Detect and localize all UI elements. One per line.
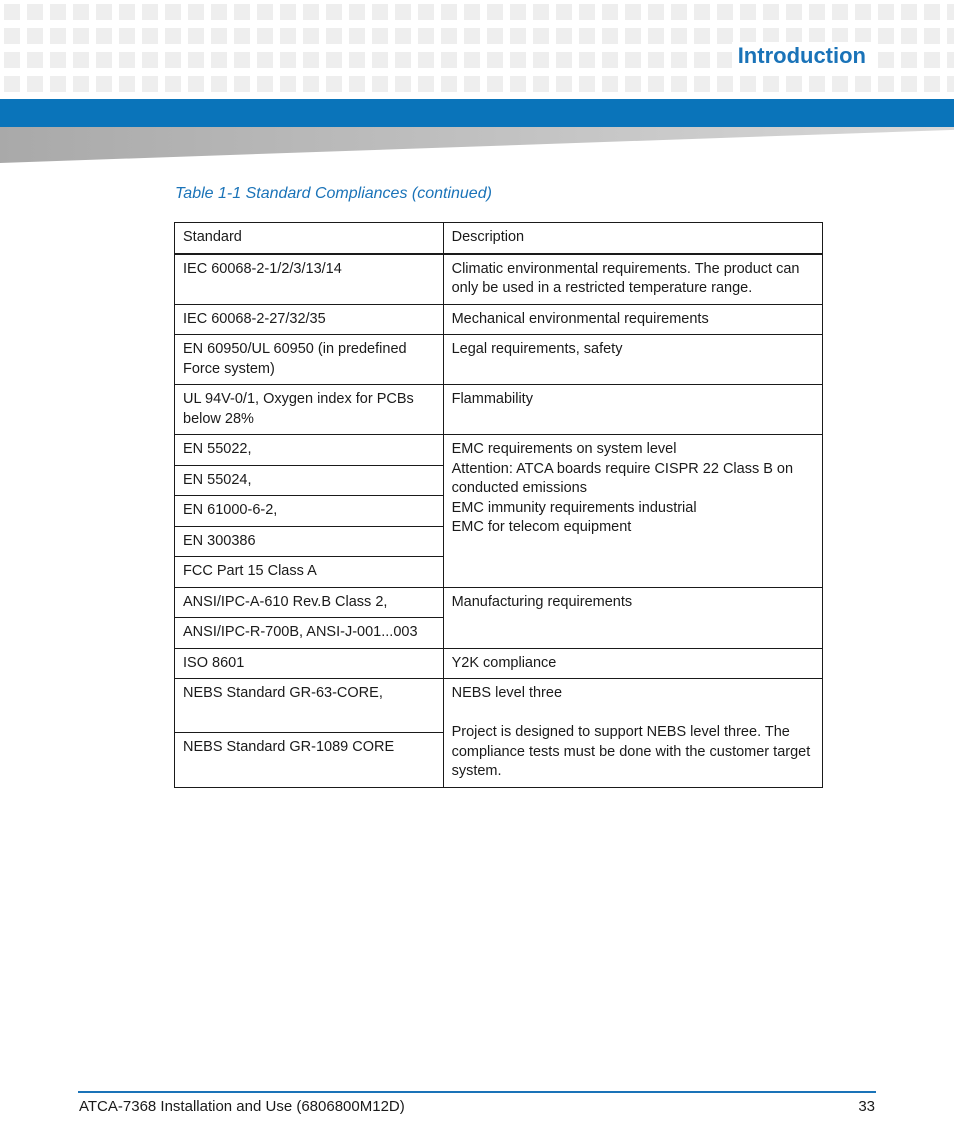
- pattern-square: [648, 4, 664, 20]
- standard-cell: EN 55024,: [175, 465, 444, 496]
- pattern-square: [878, 76, 894, 92]
- description-cell: Climatic environmental requirements. The product can only be used in a restricted temperature range.: [443, 254, 822, 305]
- pattern-square: [487, 76, 503, 92]
- pattern-square: [326, 28, 342, 44]
- pattern-square: [349, 76, 365, 92]
- standard-cell: ANSI/IPC-A-610 Rev.B Class 2,: [175, 587, 444, 618]
- pattern-square: [441, 28, 457, 44]
- pattern-square: [303, 52, 319, 68]
- table-row: [175, 587, 823, 618]
- pattern-square: [418, 52, 434, 68]
- pattern-square: [717, 4, 733, 20]
- pattern-square: [234, 76, 250, 92]
- table-row: [175, 385, 823, 435]
- pattern-square: [188, 52, 204, 68]
- pattern-square: [418, 76, 434, 92]
- pattern-square: [395, 4, 411, 20]
- emc-description-cell: [443, 435, 822, 588]
- pattern-square: [625, 4, 641, 20]
- pattern-square: [211, 76, 227, 92]
- pattern-square: [395, 52, 411, 68]
- table-header-row: [175, 223, 823, 254]
- description-line: EMC for telecom equipment: [451, 519, 632, 535]
- pattern-square: [533, 4, 549, 20]
- pattern-square: [464, 28, 480, 44]
- description-cell: Legal requirements, safety: [443, 335, 822, 385]
- pattern-square: [96, 4, 112, 20]
- pattern-square: [349, 52, 365, 68]
- pattern-square: [924, 4, 940, 20]
- pattern-square: [257, 28, 273, 44]
- standard-cell: IEC 60068-2-27/32/35: [175, 304, 444, 335]
- pattern-square: [924, 52, 940, 68]
- pattern-square: [142, 76, 158, 92]
- pattern-square: [602, 52, 618, 68]
- pattern-square: [372, 4, 388, 20]
- pattern-square: [694, 4, 710, 20]
- pattern-square: [464, 52, 480, 68]
- pattern-square: [487, 4, 503, 20]
- pattern-square: [717, 76, 733, 92]
- pattern-square: [556, 28, 572, 44]
- pattern-square: [556, 4, 572, 20]
- pattern-square: [119, 52, 135, 68]
- pattern-square: [671, 76, 687, 92]
- page-number: 33: [858, 1098, 875, 1115]
- pattern-square: [4, 4, 20, 20]
- pattern-square: [280, 52, 296, 68]
- pattern-square: [878, 4, 894, 20]
- pattern-square: [441, 4, 457, 20]
- pattern-square: [855, 4, 871, 20]
- pattern-square: [73, 76, 89, 92]
- column-header-standard: Standard: [175, 223, 444, 254]
- description-line: EMC immunity requirements industrial: [451, 499, 697, 516]
- standard-cell: NEBS Standard GR-63-CORE,: [175, 679, 444, 733]
- pattern-square: [142, 4, 158, 20]
- pattern-square: [188, 76, 204, 92]
- standard-cell: UL 94V-0/1, Oxygen index for PCBs below 28%: [175, 385, 444, 435]
- pattern-square: [303, 4, 319, 20]
- pattern-square: [510, 28, 526, 44]
- pattern-square: [625, 52, 641, 68]
- pattern-square: [303, 76, 319, 92]
- column-header-description: Description: [443, 223, 822, 254]
- pattern-square: [625, 28, 641, 44]
- pattern-square: [625, 76, 641, 92]
- pattern-square: [878, 28, 894, 44]
- footer-divider: [78, 1091, 876, 1093]
- pattern-square: [924, 28, 940, 44]
- pattern-square: [533, 28, 549, 44]
- pattern-square: [142, 28, 158, 44]
- table-row: [175, 648, 823, 679]
- pattern-square: [73, 28, 89, 44]
- pattern-square: [901, 76, 917, 92]
- pattern-square: [947, 76, 954, 92]
- standard-cell: NEBS Standard GR-1089 CORE: [175, 733, 444, 787]
- pattern-square: [901, 28, 917, 44]
- pattern-square: [119, 4, 135, 20]
- pattern-square: [648, 28, 664, 44]
- pattern-square: [50, 76, 66, 92]
- pattern-square: [234, 28, 250, 44]
- pattern-square: [510, 4, 526, 20]
- pattern-square: [142, 52, 158, 68]
- pattern-square: [487, 52, 503, 68]
- pattern-square: [487, 28, 503, 44]
- table-row: [175, 254, 823, 305]
- header-blue-band: [0, 99, 954, 127]
- description-cell: Flammability: [443, 385, 822, 435]
- pattern-square: [349, 4, 365, 20]
- pattern-square: [947, 52, 954, 68]
- pattern-square: [372, 76, 388, 92]
- pattern-square: [671, 52, 687, 68]
- pattern-square: [510, 52, 526, 68]
- pattern-square: [763, 4, 779, 20]
- standard-cell: EN 55022,: [175, 435, 444, 466]
- pattern-square: [4, 76, 20, 92]
- pattern-square: [556, 76, 572, 92]
- pattern-square: [464, 76, 480, 92]
- standard-cell: ISO 8601: [175, 648, 444, 679]
- pattern-square: [602, 28, 618, 44]
- pattern-square: [50, 28, 66, 44]
- pattern-square: [234, 52, 250, 68]
- pattern-square: [211, 28, 227, 44]
- pattern-square: [694, 76, 710, 92]
- pattern-square: [27, 76, 43, 92]
- standard-cell: IEC 60068-2-1/2/3/13/14: [175, 254, 444, 305]
- pattern-square: [694, 28, 710, 44]
- pattern-square: [73, 52, 89, 68]
- pattern-square: [326, 52, 342, 68]
- description-line: EMC requirements on system level: [451, 441, 677, 457]
- pattern-square: [671, 4, 687, 20]
- pattern-square: [165, 76, 181, 92]
- pattern-square: [740, 76, 756, 92]
- description-line: NEBS level three: [451, 685, 563, 701]
- pattern-square: [303, 28, 319, 44]
- pattern-square: [809, 4, 825, 20]
- chapter-title: Introduction: [732, 42, 872, 70]
- pattern-square: [533, 76, 549, 92]
- pattern-square: [326, 4, 342, 20]
- pattern-square: [165, 28, 181, 44]
- pattern-square: [326, 76, 342, 92]
- table-row: [175, 335, 823, 385]
- pattern-square: [671, 28, 687, 44]
- pattern-square: [395, 28, 411, 44]
- pattern-square: [648, 76, 664, 92]
- pattern-square: [27, 4, 43, 20]
- pattern-square: [96, 52, 112, 68]
- pattern-square: [257, 4, 273, 20]
- pattern-square: [188, 28, 204, 44]
- pattern-square: [533, 52, 549, 68]
- pattern-square: [441, 76, 457, 92]
- pattern-square: [96, 76, 112, 92]
- pattern-square: [947, 4, 954, 20]
- pattern-square: [211, 4, 227, 20]
- pattern-square: [602, 4, 618, 20]
- standard-cell: EN 60950/UL 60950 (in predefined Force system): [175, 335, 444, 385]
- pattern-square: [878, 52, 894, 68]
- table-row: [175, 679, 823, 733]
- footer-document-title: ATCA-7368 Installation and Use (6806800M12D): [79, 1098, 405, 1115]
- pattern-square: [96, 28, 112, 44]
- pattern-square: [901, 52, 917, 68]
- standard-cell: ANSI/IPC-R-700B, ANSI-J-001...003: [175, 618, 444, 649]
- pattern-square: [27, 28, 43, 44]
- pattern-square: [717, 52, 733, 68]
- pattern-square: [579, 52, 595, 68]
- pattern-square: [901, 4, 917, 20]
- table-row: [175, 435, 823, 466]
- pattern-square: [648, 52, 664, 68]
- pattern-square: [832, 4, 848, 20]
- pattern-square: [257, 52, 273, 68]
- pattern-square: [717, 28, 733, 44]
- table-row: [175, 304, 823, 335]
- pattern-square: [119, 28, 135, 44]
- pattern-square: [349, 28, 365, 44]
- pattern-square: [4, 28, 20, 44]
- pattern-square: [257, 76, 273, 92]
- pattern-square: [372, 28, 388, 44]
- pattern-square: [740, 4, 756, 20]
- pattern-square: [786, 76, 802, 92]
- description-cell: Mechanical environmental requirements: [443, 304, 822, 335]
- pattern-square: [441, 52, 457, 68]
- pattern-square: [165, 4, 181, 20]
- pattern-square: [4, 52, 20, 68]
- nebs-description-cell: [443, 679, 822, 788]
- pattern-square: [418, 28, 434, 44]
- pattern-square: [924, 76, 940, 92]
- pattern-square: [602, 76, 618, 92]
- pattern-square: [165, 52, 181, 68]
- pattern-square: [73, 4, 89, 20]
- pattern-square: [418, 4, 434, 20]
- standard-cell: EN 61000-6-2,: [175, 496, 444, 527]
- standard-cell: EN 300386: [175, 526, 444, 557]
- pattern-square: [119, 76, 135, 92]
- pattern-square: [579, 28, 595, 44]
- header-gray-wedge: [0, 127, 954, 163]
- pattern-square: [188, 4, 204, 20]
- description-line: Project is designed to support NEBS level three. The compliance tests must be done with the customer target system.: [451, 724, 811, 779]
- pattern-square: [395, 76, 411, 92]
- pattern-square: [947, 28, 954, 44]
- pattern-square: [510, 76, 526, 92]
- pattern-square: [27, 52, 43, 68]
- pattern-square: [211, 52, 227, 68]
- pattern-square: [556, 52, 572, 68]
- pattern-square: [372, 52, 388, 68]
- pattern-square: [234, 4, 250, 20]
- pattern-square: [832, 76, 848, 92]
- standard-cell: FCC Part 15 Class A: [175, 557, 444, 588]
- pattern-square: [464, 4, 480, 20]
- pattern-square: [763, 76, 779, 92]
- description-cell: Y2K compliance: [443, 648, 822, 679]
- pattern-square: [280, 28, 296, 44]
- pattern-square: [694, 52, 710, 68]
- pattern-square: [855, 76, 871, 92]
- description-line: Attention: ATCA boards require CISPR 22 Class B on conducted emissions: [451, 460, 794, 496]
- pattern-square: [50, 52, 66, 68]
- pattern-square: [579, 4, 595, 20]
- pattern-square: [579, 76, 595, 92]
- table-caption: Table 1-1 Standard Compliances (continued): [175, 185, 492, 202]
- pattern-square: [280, 76, 296, 92]
- description-spacer: [452, 704, 814, 724]
- pattern-square: [786, 4, 802, 20]
- standard-compliances-table: [174, 222, 823, 788]
- manufacturing-description-cell: Manufacturing requirements: [443, 587, 822, 648]
- pattern-square: [280, 4, 296, 20]
- pattern-square: [50, 4, 66, 20]
- pattern-square: [809, 76, 825, 92]
